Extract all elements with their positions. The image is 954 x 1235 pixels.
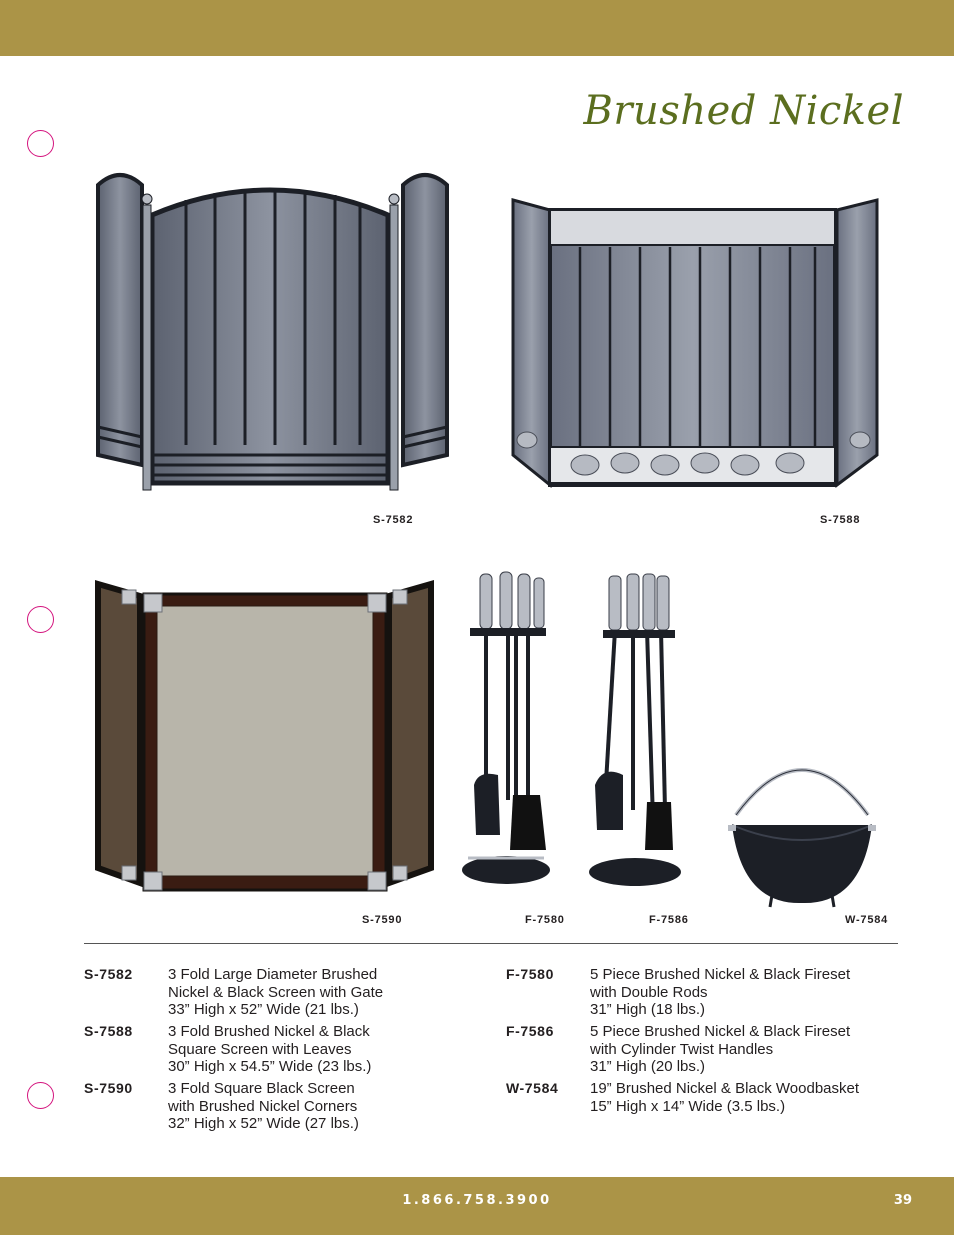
- product-image-w7584: [722, 755, 882, 910]
- spec-code: F-7580: [506, 966, 554, 982]
- spec-code: S-7588: [84, 1023, 133, 1039]
- caption-s7590: S-7590: [362, 914, 403, 926]
- binder-hole-bottom: [27, 1082, 54, 1109]
- spec-code: W-7584: [506, 1080, 559, 1096]
- caption-f7586: F-7586: [649, 914, 689, 926]
- spec-description: 5 Piece Brushed Nickel & Black Fireset with Double Rods 31” High (18 lbs.): [590, 966, 851, 1018]
- spec-description: 5 Piece Brushed Nickel & Black Fireset with Cylinder Twist Handles 31” High (20 lbs.): [590, 1023, 851, 1075]
- binder-hole-middle: [27, 606, 54, 633]
- product-image-f7580: [458, 570, 553, 888]
- spec-description: 3 Fold Large Diameter Brushed Nickel & Black Screen with Gate 33” High x 52” Wide (21 lbs.): [168, 966, 384, 1018]
- product-image-s7582: [90, 165, 455, 495]
- caption-s7588: S-7588: [820, 514, 861, 526]
- page-title: Brushed Nickel: [583, 88, 904, 134]
- phone-number: 1.866.758.3900: [402, 1193, 552, 1208]
- header-bar: [0, 0, 954, 56]
- page-number: 39: [893, 1193, 912, 1208]
- caption-w7584: W-7584: [845, 914, 889, 926]
- spec-description: 19” Brushed Nickel & Black Woodbasket 15” High x 14” Wide (3.5 lbs.): [590, 1080, 860, 1115]
- spec-code: F-7586: [506, 1023, 554, 1039]
- product-image-s7588: [505, 185, 885, 490]
- divider-rule: [84, 943, 898, 944]
- spec-description: 3 Fold Square Black Screen with Brushed Nickel Corners 32” High x 52” Wide (27 lbs.): [168, 1080, 359, 1132]
- spec-code: S-7590: [84, 1080, 133, 1096]
- binder-hole-top: [27, 130, 54, 157]
- spec-description: 3 Fold Brushed Nickel & Black Square Screen with Leaves 30” High x 54.5” Wide (23 lbs.): [168, 1023, 372, 1075]
- caption-s7582: S-7582: [373, 514, 414, 526]
- spec-code: S-7582: [84, 966, 133, 982]
- product-image-f7586: [585, 570, 690, 888]
- product-image-s7590: [92, 578, 437, 896]
- caption-f7580: F-7580: [525, 914, 565, 926]
